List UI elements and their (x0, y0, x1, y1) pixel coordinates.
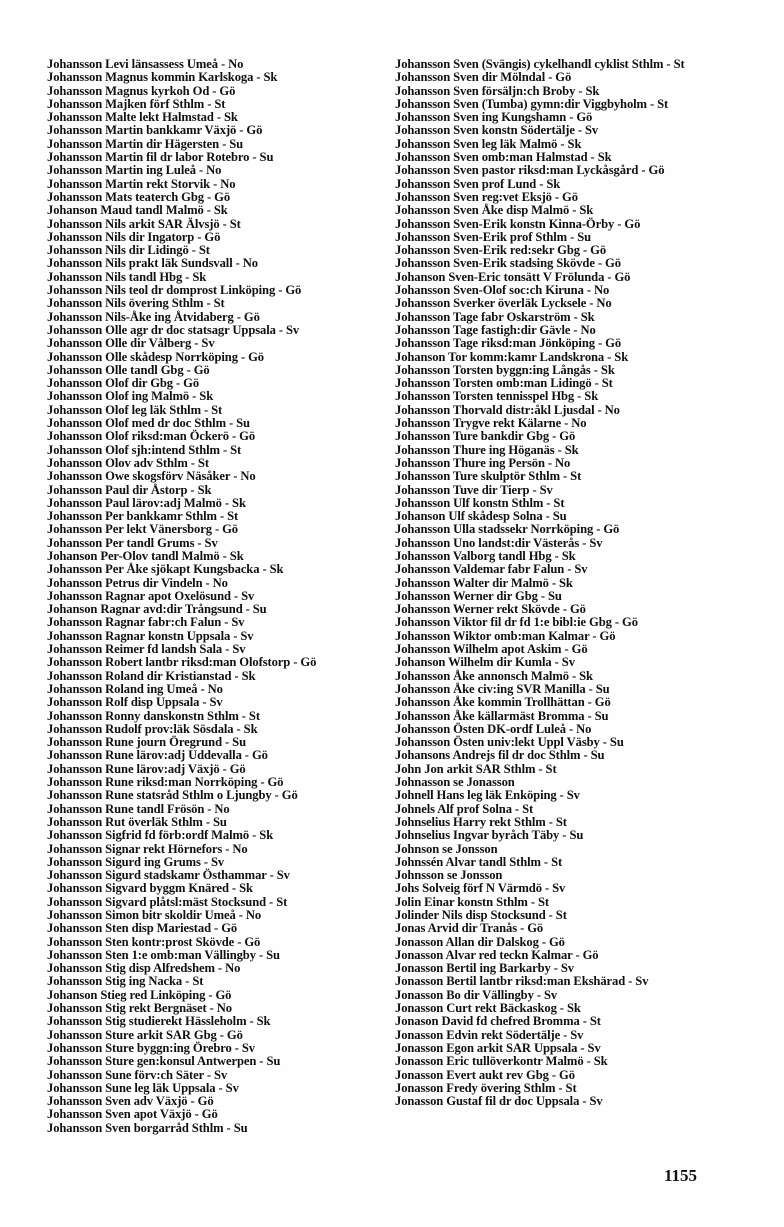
directory-entry: Johansson Rune statsråd Sthlm o Ljungby - Gö (47, 788, 298, 803)
directory-entry: Johansson Torsten omb:man Lidingö - St (395, 376, 613, 391)
directory-entry: Johansson Olov adv Sthlm - St (47, 455, 209, 470)
directory-entry: Johansson Sven-Erik konstn Kinna-Örby - Gö (395, 216, 641, 231)
directory-entry: Johansson Sven Åke disp Malmö - Sk (395, 203, 594, 218)
directory-entry: Johansson Sven-Olof soc:ch Kiruna - No (395, 283, 610, 298)
page-number: 1155 (664, 1166, 698, 1185)
directory-entry: Johansson Olof med dr doc Sthlm - Su (47, 416, 250, 431)
directory-entry: Johansson Werner rekt Skövde - Gö (395, 602, 586, 617)
directory-entry: Johansson Valdemar fabr Falun - Sv (395, 562, 588, 577)
directory-entry: Johansson Martin fil dr labor Rotebro - Su (47, 150, 274, 165)
directory-entry: Jonasson Alvar red teckn Kalmar - Gö (395, 947, 599, 962)
directory-entry: Johansson Sven-Erik stadsing Skövde - Gö (395, 256, 621, 271)
directory-entry: Johansson Magnus kommin Karlskoga - Sk (47, 70, 278, 85)
directory-entry: Johansson Sune leg läk Uppsala - Sv (47, 1080, 239, 1095)
directory-entry: Johansson Sven reg:vet Eksjö - Gö (395, 189, 578, 204)
directory-entry: Johansson Sven apot Växjö - Gö (47, 1107, 218, 1122)
directory-entry: Johansson Wilhelm apot Askim - Gö (395, 642, 588, 657)
directory-entry: Jonas Arvid dir Tranås - Gö (395, 921, 544, 936)
directory-entry: Johansson Olof dir Gbg - Gö (47, 376, 200, 391)
directory-entry: Johansson Owe skogsförv Näsåker - No (47, 469, 256, 484)
directory-entry: Johansson Sture gen:konsul Antwerpen - Su (47, 1054, 281, 1069)
directory-entry: Johansson Magnus kyrkoh Od - Gö (47, 83, 236, 98)
directory-entry: Johnell Hans leg läk Enköping - Sv (395, 788, 580, 803)
directory-entry: John Jon arkit SAR Sthlm - St (395, 761, 557, 776)
directory-entry: Jonasson Bertil ing Barkarby - Sv (395, 961, 574, 976)
directory-entry: Johansons Andrejs fil dr doc Sthlm - Su (395, 748, 605, 763)
directory-entry: Johansson Thure ing Persön - No (395, 455, 571, 470)
directory-entry: Johansson Sven försäljn:ch Broby - Sk (395, 83, 600, 98)
directory-entry: Johnselius Harry rekt Sthlm - St (395, 814, 567, 829)
directory-entry: Johansson Sten disp Mariestad - Gö (47, 921, 238, 936)
directory-entry: Johansson Sten kontr:prost Skövde - Gö (47, 934, 261, 949)
directory-entry: Jonasson Gustaf fil dr doc Uppsala - Sv (395, 1094, 603, 1109)
directory-entry: Johansson Mats teaterch Gbg - Gö (47, 189, 231, 204)
directory-entry: Johansson Sven leg läk Malmö - Sk (395, 136, 582, 151)
directory-entry: Jonasson Bertil lantbr riksd:man Ekshärad - Sv (395, 974, 649, 989)
directory-entry: Johansson Olof riksd:man Öckerö - Gö (47, 429, 256, 444)
directory-entry: Johansson Thure ing Höganäs - Sk (395, 442, 579, 457)
directory-entry: Johansson Ulf konstn Sthlm - St (395, 495, 565, 510)
directory-entry: Johansson Nils prakt läk Sundsvall - No (47, 256, 258, 271)
directory-entry: Johansson Ragnar apot Oxelösund - Sv (47, 588, 255, 603)
directory-entry: Johansson Per bankkamr Sthlm - St (47, 509, 239, 524)
directory-entry: Johansson Martin rekt Storvik - No (47, 176, 236, 191)
directory-entry: Johansson Rune journ Öregrund - Su (47, 735, 246, 750)
directory-entry: Johansson Olle dir Vålberg - Sv (47, 336, 215, 351)
directory-entry: Johansson Signar rekt Hörnefors - No (47, 841, 248, 856)
directory-entry: Johansson Stig ing Nacka - St (47, 974, 204, 989)
directory-entry: Johnson se Jonsson (395, 841, 498, 856)
directory-entry: Johansson Valborg tandl Hbg - Sk (395, 548, 576, 563)
directory-entry: Johnasson se Jonasson (395, 775, 515, 790)
directory-entry: Johansson Rune lärov:adj Växjö - Gö (47, 761, 246, 776)
directory-entry: Jonasson Bo dir Vällingby - Sv (395, 987, 558, 1002)
directory-entry: Johansson Reimer fd landsh Sala - Sv (47, 642, 246, 657)
directory-entry: Johansson Olle skådesp Norrköping - Gö (47, 349, 264, 364)
directory-entry: Johansson Tage fabr Oskarström - Sk (395, 309, 595, 324)
directory-entry: Johansson Sture byggn:ing Örebro - Sv (47, 1040, 255, 1055)
directory-entry: Johansson Trygve rekt Kälarne - No (395, 416, 587, 431)
directory-entry: Johansson Sigurd ing Grums - Sv (47, 854, 225, 869)
directory-entry: Johansson Nils tandl Hbg - Sk (47, 269, 207, 284)
directory-entry: Johansson Sune förv:ch Säter - Sv (47, 1067, 228, 1082)
directory-entry: Jonasson Evert aukt rev Gbg - Gö (395, 1067, 575, 1082)
directory-entry: Johansson Majken förf Sthlm - St (47, 96, 226, 111)
directory-entry: Jonasson Eric tullöverkontr Malmö - Sk (395, 1054, 608, 1069)
directory-entry: Johansson Paul lärov:adj Malmö - Sk (47, 495, 246, 510)
directory-entry: Jonason David fd chefred Bromma - St (395, 1014, 601, 1029)
right-column (395, 58, 705, 1108)
directory-entry: Johanson Ulf skådesp Solna - Su (395, 509, 567, 524)
directory-entry: Johansson Rolf disp Uppsala - Sv (47, 695, 223, 710)
directory-entry: Jonasson Curt rekt Bäckaskog - Sk (395, 1001, 581, 1016)
directory-entry: Johansson Olle agr dr doc statsagr Uppsala - Sv (47, 322, 300, 337)
directory-entry: Jonasson Allan dir Dalskog - Gö (395, 934, 565, 949)
directory-entry: Johansson Per lekt Vänersborg - Gö (47, 522, 238, 537)
directory-entry: Johansson Sven dir Mölndal - Gö (395, 70, 572, 85)
directory-entry: Johansson Thorvald distr:åkl Ljusdal - No (395, 402, 620, 417)
directory-entry: Johansson Ragnar konstn Uppsala - Sv (47, 628, 254, 643)
directory-entry: Johansson Rune lärov:adj Uddevalla - Gö (47, 748, 268, 763)
directory-entry: Johansson Sven prof Lund - Sk (395, 176, 561, 191)
directory-entry: Johansson Ulla stadssekr Norrköping - Gö (395, 522, 620, 537)
directory-entry: Johansson Tage riksd:man Jönköping - Gö (395, 336, 622, 351)
directory-entry: Johanson Stieg red Linköping - Gö (47, 987, 232, 1002)
directory-entry: Johanson Sven-Eric tonsätt V Frölunda - Gö (395, 269, 631, 284)
directory-entry: Johansson Levi länsassess Umeå - No (47, 57, 244, 71)
directory-entry: Johansson Ronny danskonstn Sthlm - St (47, 708, 260, 723)
directory-entry: Johansson Sven omb:man Halmstad - Sk (395, 150, 612, 165)
directory-entry: Johansson Olof ing Malmö - Sk (47, 389, 214, 404)
directory-entry: Johansson Rudolf prov:läk Sösdala - Sk (47, 721, 258, 736)
directory-entry: Johanson Tor komm:kamr Landskrona - Sk (395, 349, 629, 364)
directory-entry: Johanson Per-Olov tandl Malmö - Sk (47, 548, 244, 563)
directory-entry: Johnels Alf prof Solna - St (395, 801, 534, 816)
directory-entry: Johanson Maud tandl Malmö - Sk (47, 203, 228, 218)
directory-entry: Johansson Roland dir Kristianstad - Sk (47, 668, 256, 683)
directory-entry: Jonasson Fredy övering Sthlm - St (395, 1080, 577, 1095)
directory-entry: Johansson Åke civ:ing SVR Manilla - Su (395, 681, 610, 696)
directory-entry: Johansson Rut överläk Sthlm - Su (47, 814, 227, 829)
directory-entry: Johansson Martin dir Hägersten - Su (47, 136, 244, 151)
directory-entry: Johansson Stig disp Alfredshem - No (47, 961, 241, 976)
directory-entry: Jonasson Egon arkit SAR Uppsala - Sv (395, 1040, 601, 1055)
directory-entry: Johansson Sven-Erik red:sekr Gbg - Gö (395, 243, 607, 258)
directory-entry: Jolinder Nils disp Stocksund - St (395, 908, 567, 922)
directory-entry: Johansson Sven (Tumba) gymn:dir Viggbyholm - St (395, 96, 669, 111)
directory-entry: Johansson Olle tandl Gbg - Gö (47, 362, 210, 377)
directory-entry: Johanson Ragnar avd:dir Trångsund - Su (47, 602, 267, 617)
directory-entry: Johansson Åke annonsch Malmö - Sk (395, 668, 593, 683)
directory-entry: Johansson Wiktor omb:man Kalmar - Gö (395, 628, 616, 643)
directory-entry: Johansson Sven konstn Södertälje - Sv (395, 123, 599, 138)
directory-entry: Johansson Per tandl Grums - Sv (47, 535, 218, 550)
directory-entry: Johansson Stig studierekt Hässleholm - Sk (47, 1014, 271, 1029)
directory-entry: Jolin Einar konstn Sthlm - St (395, 894, 549, 909)
directory-entry: Johansson Per Åke sjökapt Kungsbacka - Sk (47, 562, 284, 577)
directory-entry: Johansson Sven borgarråd Sthlm - Su (47, 1120, 248, 1135)
directory-entry: Johansson Simon bitr skoldir Umeå - No (47, 908, 262, 922)
directory-entry: Johansson Olof sjh:intend Sthlm - St (47, 442, 242, 457)
directory-entry: Johansson Östen univ:lekt Uppl Väsby - Su (395, 735, 624, 750)
directory-entry: Johansson Sigurd stadskamr Östhammar - Sv (47, 868, 290, 883)
directory-entry: Johansson Nils dir Ingatorp - Gö (47, 229, 221, 244)
directory-entry: Johansson Roland ing Umeå - No (47, 681, 223, 696)
directory-entry: Johansson Petrus dir Vindeln - No (47, 575, 228, 590)
directory-entry: Johansson Nils dir Lidingö - St (47, 243, 210, 258)
directory-entry: Johansson Rune tandl Frösön - No (47, 801, 230, 816)
directory-entry: Johansson Sven pastor riksd:man Lyckåsgård - Gö (395, 163, 665, 178)
directory-entry: Johansson Ture bankdir Gbg - Gö (395, 429, 576, 444)
directory-entry: Johansson Ture skulptör Sthlm - St (395, 469, 582, 484)
directory-entry: Johansson Sture arkit SAR Gbg - Gö (47, 1027, 243, 1042)
directory-entry: Johs Solveig förf N Värmdö - Sv (395, 881, 566, 896)
directory-entry: Johansson Östen DK-ordf Luleå - No (395, 721, 592, 736)
directory-entry: Johansson Sven-Erik prof Sthlm - Su (395, 229, 592, 244)
directory-entry: Johanson Wilhelm dir Kumla - Sv (395, 655, 575, 670)
directory-entry: Johansson Martin bankkamr Växjö - Gö (47, 123, 263, 138)
directory-entry: Johansson Sverker överläk Lycksele - No (395, 296, 612, 311)
directory-entry: Johansson Sigvard byggm Knäred - Sk (47, 881, 253, 896)
directory-entry: Johansson Paul dir Åstorp - Sk (47, 482, 212, 497)
directory-entry: Johansson Viktor fil dr fd 1:e bibl:ie Gbg - Gö (395, 615, 638, 630)
directory-entry: Johansson Sigfrid fd förb:ordf Malmö - Sk (47, 828, 274, 843)
directory-entry: Johansson Torsten tennisspel Hbg - Sk (395, 389, 599, 404)
directory-entry: Jonasson Edvin rekt Södertälje - Sv (395, 1027, 584, 1042)
directory-entry: Johansson Sven ing Kungshamn - Gö (395, 110, 593, 125)
directory-entry: Johansson Sigvard plåtsl:mäst Stocksund - St (47, 894, 288, 909)
directory-entry: Johansson Sven adv Växjö - Gö (47, 1094, 214, 1109)
directory-entry: Johnsson se Jonsson (395, 868, 503, 883)
directory-entry: Johnssén Alvar tandl Sthlm - St (395, 854, 563, 869)
directory-entry: Johansson Nils övering Sthlm - St (47, 296, 225, 311)
directory-entry: Johansson Olof leg läk Sthlm - St (47, 402, 223, 417)
directory-entry: Johansson Nils-Åke ing Åtvidaberg - Gö (47, 309, 260, 324)
directory-entry: Johansson Walter dir Malmö - Sk (395, 575, 573, 590)
directory-entry: Johansson Rune riksd:man Norrköping - Gö (47, 775, 284, 790)
directory-entry: Johansson Robert lantbr riksd:man Olofstorp - Gö (47, 655, 317, 670)
directory-entry: Johansson Tuve dir Tierp - Sv (395, 482, 553, 497)
directory-entry: Johansson Tage fastigh:dir Gävle - No (395, 322, 596, 337)
directory-entry: Johansson Sven (Svängis) cykelhandl cyklist Sthlm - St (395, 57, 685, 71)
directory-entry: Johnselius Ingvar byråch Täby - Su (395, 828, 584, 843)
directory-entry: Johansson Torsten byggn:ing Långås - Sk (395, 362, 615, 377)
left-column (47, 58, 387, 1135)
directory-entry: Johansson Nils arkit SAR Älvsjö - St (47, 216, 241, 231)
directory-entry: Johansson Ragnar fabr:ch Falun - Sv (47, 615, 245, 630)
directory-entry: Johansson Åke kommin Trollhättan - Gö (395, 695, 611, 710)
directory-entry: Johansson Uno landst:dir Västerås - Sv (395, 535, 603, 550)
directory-entry: Johansson Nils teol dr domprost Linköping - Gö (47, 283, 302, 298)
directory-entry: Johansson Martin ing Luleå - No (47, 163, 222, 178)
directory-entry: Johansson Åke källarmäst Bromma - Su (395, 708, 609, 723)
directory-entry: Johansson Werner dir Gbg - Su (395, 588, 562, 603)
directory-entry: Johansson Sten 1:e omb:man Vällingby - Su (47, 947, 280, 962)
directory-entry: Johansson Malte lekt Halmstad - Sk (47, 110, 238, 125)
directory-entry: Johansson Stig rekt Bergnäset - No (47, 1001, 232, 1016)
